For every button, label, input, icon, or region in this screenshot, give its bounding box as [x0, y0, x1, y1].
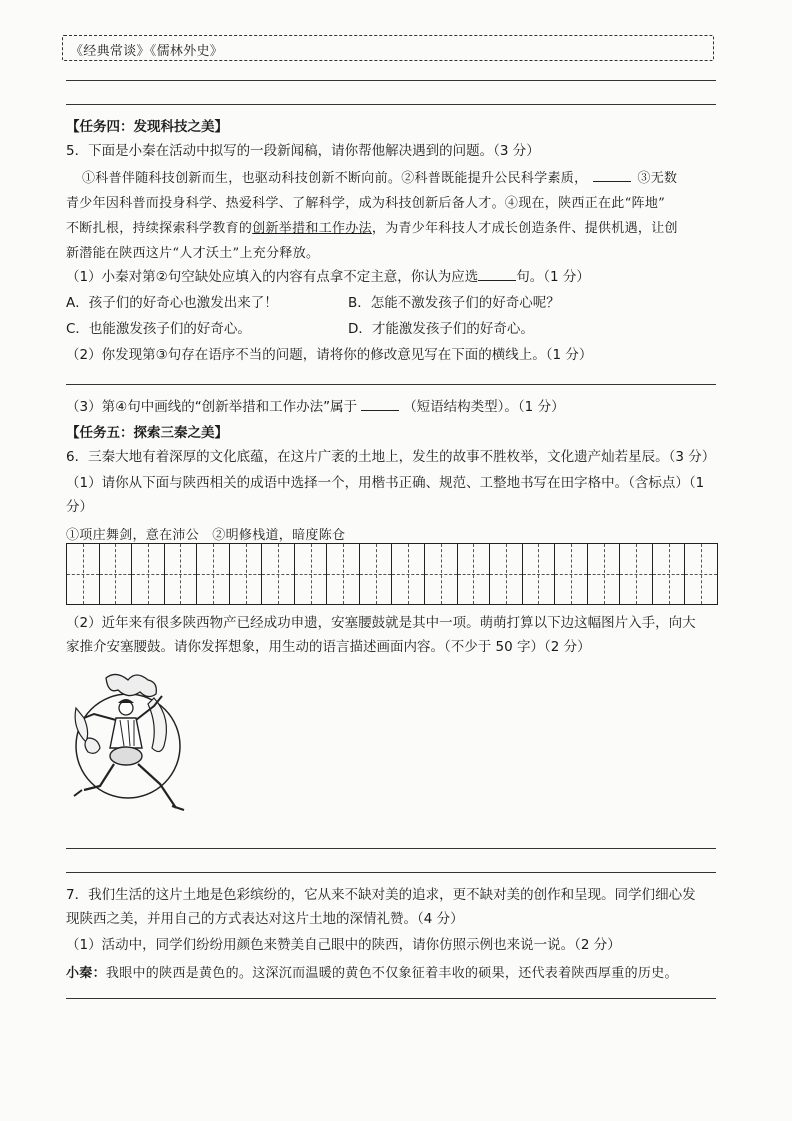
q5-sub2: （2）你发现第③句存在语序不当的问题，请将你的修改意见写在下面的横线上。（1 分）: [66, 347, 593, 363]
q7-stem-line1: 7．我们生活的这片土地是色彩缤纷的，它从来不缺对美的追求，更不缺对美的创作和呈现。同学们细心发: [66, 887, 696, 903]
grid-cell[interactable]: [392, 544, 425, 604]
task4-heading: 【任务四：发现科技之美】: [66, 119, 228, 135]
passage-line-1: ①科普伴随科技创新而生，也驱动科技创新不断向前。②科普既能提升公民科学素质， ③无数: [82, 171, 678, 186]
answer-line: [66, 80, 716, 81]
grid-cell[interactable]: [490, 544, 523, 604]
option-a[interactable]: A．孩子们的好奇心也激发出来了！: [66, 295, 278, 311]
grid-cell[interactable]: [653, 544, 686, 604]
option-d[interactable]: D．才能激发孩子们的好奇心。: [348, 321, 534, 337]
answer-blank[interactable]: [478, 268, 516, 281]
q5-sub3: （3）第④句中画线的“创新举措和工作办法”属于 （短语结构类型）。（1 分）: [66, 399, 565, 415]
grid-cell[interactable]: [67, 544, 100, 604]
q6-sub1-line1: （1）请你从下面与陕西相关的成语中选择一个，用楷书正确、规范、工整地书写在田字格中。（含标点）（1: [66, 475, 705, 491]
q6-sub1-line2: 分）: [66, 499, 93, 515]
q6-stem: 6．三秦大地有着深厚的文化底蕴，在这片广袤的土地上，发生的故事不胜枚举，文化遗产灿若星辰。（3 分）: [66, 449, 716, 465]
underlined-phrase: 创新举措和工作办法: [252, 221, 372, 236]
q7-stem-line2: 现陕西之美，并用自己的方式表达对这片土地的深情礼赞。（4 分）: [66, 911, 464, 927]
grid-cell[interactable]: [132, 544, 165, 604]
answer-line: [66, 848, 716, 849]
option-c[interactable]: C．也能激发孩子们的好奇心。: [66, 321, 251, 337]
grid-cell[interactable]: [197, 544, 230, 604]
passage-line-2: 青少年因科普而投身科学、热爱科学、了解科学，成为科技创新后备人才。④现在，陕西正在此“阵地”: [66, 196, 666, 211]
passage-line-4: 新潜能在陕西这片“人才沃土”上充分释放。: [66, 246, 320, 261]
example-text: 我眼中的陕西是黄色的。这深沉而温暖的黄色不仅象征着丰收的硕果，还代表着陕西厚重的历史。: [105, 966, 678, 981]
passage-line-3: 不断扎根，持续探索科学教育的创新举措和工作办法，为青少年科技人才成长创造条件、提供机遇，让创: [66, 221, 678, 236]
grid-cell[interactable]: [458, 544, 491, 604]
q5-sub1: （1）小秦对第②句空缺处应填入的内容有点拿不定主意，你认为应选 句。（1 分）: [66, 269, 590, 285]
example-label: 小秦：: [66, 966, 106, 981]
idiom-choices: ①项庄舞剑，意在沛公 ②明修栈道，暗度陈仓: [66, 528, 346, 543]
grid-cell[interactable]: [165, 544, 198, 604]
option-b[interactable]: B．怎能不激发孩子们的好奇心呢？: [348, 295, 560, 311]
q6-sub2-line2: 家推介安塞腰鼓。请你发挥想象，用生动的语言描述画面内容。（不少于 50 字）（2 分）: [66, 639, 591, 655]
answer-line: [66, 384, 716, 385]
grid-cell[interactable]: [588, 544, 621, 604]
answer-blank[interactable]: [361, 398, 399, 411]
grid-cell[interactable]: [620, 544, 653, 604]
tianzige-grid[interactable]: [66, 543, 718, 605]
grid-cell[interactable]: [295, 544, 328, 604]
fill-blank[interactable]: [593, 169, 631, 182]
grid-cell[interactable]: [523, 544, 556, 604]
grid-cell[interactable]: [360, 544, 393, 604]
grid-cell[interactable]: [425, 544, 458, 604]
grid-cell[interactable]: [685, 544, 717, 604]
ansai-drum-illustration: [66, 668, 196, 823]
q6-sub2-line1: （2）近年来有很多陕西物产已经成功申遗，安塞腰鼓就是其中一项。萌萌打算以下边这幅图片入手，向大: [66, 615, 696, 631]
grid-cell[interactable]: [555, 544, 588, 604]
task5-heading: 【任务五：探索三秦之美】: [66, 425, 228, 441]
grid-cell[interactable]: [327, 544, 360, 604]
q5-stem: 5．下面是小秦在活动中拟写的一段新闻稿，请你帮他解决遇到的问题。（3 分）: [66, 143, 540, 159]
answer-line: [66, 104, 716, 105]
grid-cell[interactable]: [230, 544, 263, 604]
answer-line: [66, 872, 716, 873]
grid-cell[interactable]: [262, 544, 295, 604]
q7-example: [66, 962, 678, 981]
q7-sub1: （1）活动中，同学们纷纷用颜色来赞美自己眼中的陕西，请你仿照示例也来说一说。（2 分）: [66, 937, 621, 953]
grid-cell[interactable]: [100, 544, 133, 604]
answer-line: [66, 998, 716, 999]
book-titles: 《经典常谈》《儒林外史》: [70, 44, 224, 59]
